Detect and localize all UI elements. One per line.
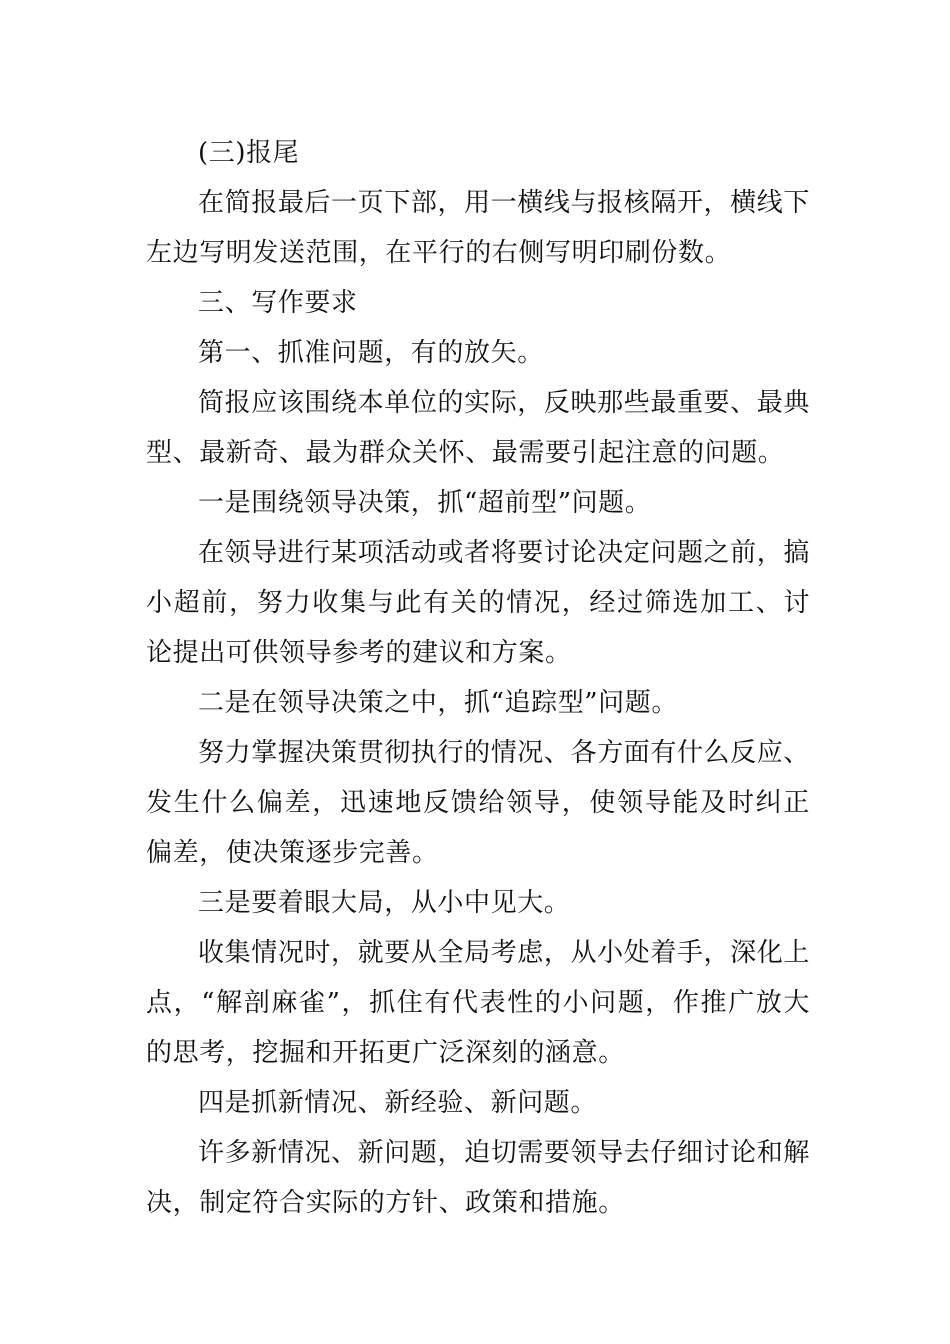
paragraph-point-one: 在领导进行某项活动或者将要讨论决定问题之前，搞小超前，努力收集与此有关的情况，经过筛选加工、讨论提出可供领导参考的建议和方案。 — [146, 538, 810, 668]
point-heading-two: 二是在领导决策之中，抓“追踪型”问题。 — [198, 688, 678, 718]
paragraph-point-three: 收集情况时，就要从全局考虑，从小处着手，深化上点，“解剖麻雀”，抓住有代表性的小问题，作推广放大的思考，挖掘和开拓更广泛深刻的涵意。 — [146, 938, 810, 1068]
point-heading-one: 一是围绕领导决策，抓“超前型”问题。 — [198, 488, 652, 518]
section-heading-report-tail: (三)报尾 — [198, 138, 300, 168]
paragraph-point-two: 努力掌握决策贯彻执行的情况、各方面有什么反应、发生什么偏差，迅速地反馈给领导，使领导能及时纠正偏差，使决策逐步完善。 — [146, 738, 810, 868]
point-heading-three: 三是要着眼大局，从小中见大。 — [198, 888, 571, 918]
point-heading-four: 四是抓新情况、新经验、新问题。 — [198, 1088, 598, 1118]
document-body — [146, 128, 810, 1228]
subheading-first: 第一、抓准问题，有的放矢。 — [198, 338, 544, 368]
paragraph-first: 简报应该围绕本单位的实际，反映那些最重要、最典型、最新奇、最为群众关怀、最需要引起注意的问题。 — [146, 388, 810, 468]
paragraph-report-tail: 在简报最后一页下部，用一横线与报核隔开，横线下左边写明发送范围，在平行的右侧写明印刷份数。 — [146, 188, 810, 268]
paragraph-point-four: 许多新情况、新问题，迫切需要领导去仔细讨论和解决，制定符合实际的方针、政策和措施。 — [146, 1138, 810, 1218]
section-heading-writing-requirements: 三、写作要求 — [198, 288, 358, 318]
